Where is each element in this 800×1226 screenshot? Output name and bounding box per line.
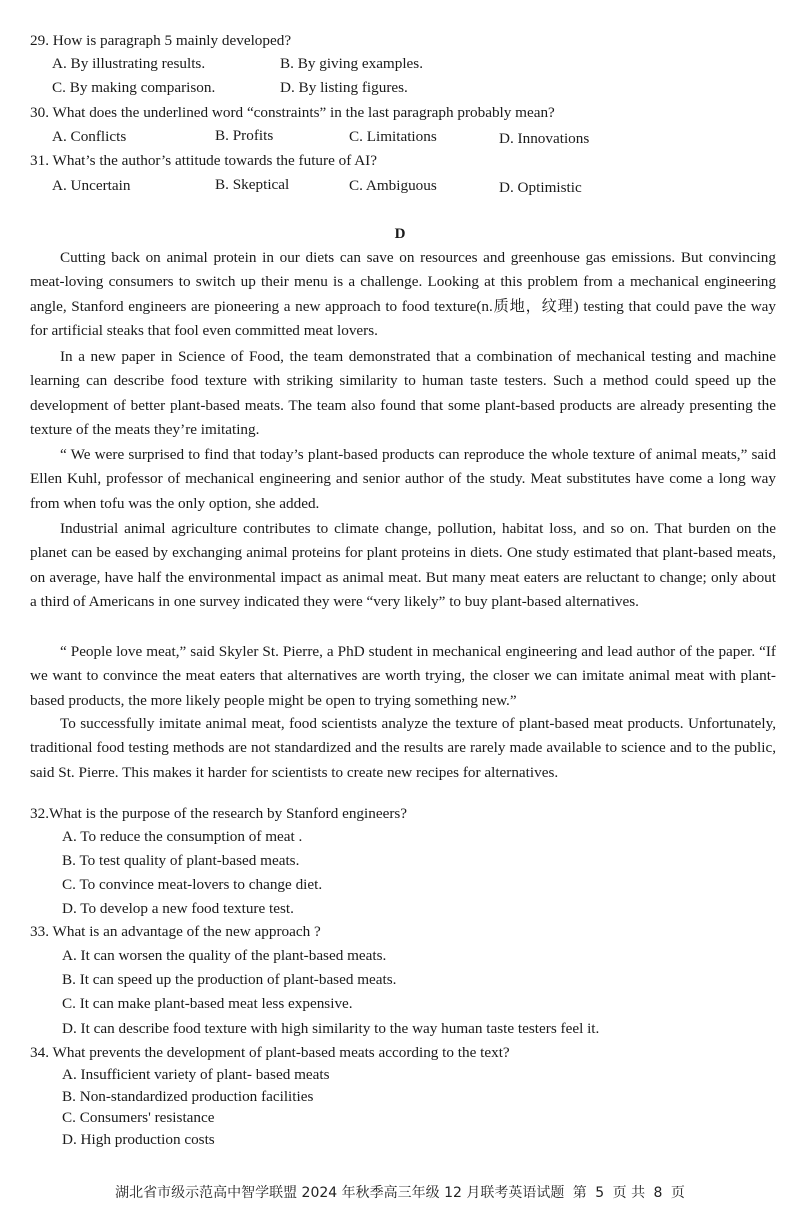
question-text: What prevents the development of plant-based meats according to the text? [52, 1044, 510, 1061]
question-number: 30. [30, 104, 49, 121]
passage-paragraph-2 [30, 345, 776, 443]
option-31-a: A. Uncertain [52, 177, 131, 194]
question-number: 31. [30, 152, 49, 169]
option-34-c: C. Consumers' resistance [62, 1109, 215, 1126]
page-footer [0, 1182, 800, 1202]
passage-paragraph-4 [30, 517, 776, 615]
question-text: What’s the author’s attitude towards the future of AI? [52, 152, 377, 169]
paragraph-text: In a new paper in Science of Food, the team demonstrated that a combination of mechanical testing and machine learning can describe food texture with striking similarity to human taste testers. Such a method could speed up the development of better plant-based meats. The team also found that some plant-based products are already presenting the texture of the meats they’re imitating. [30, 348, 776, 439]
paragraph-text: Cutting back on animal protein in our diets can save on resources and greenhouse gas emissions. But convincing meat-loving consumers to switch up their menu is a challenge. Looking at this problem from a mechanical engineering angle, Stanford engineers are pioneering a new approach to food texture(n.质地，纹理) testing that could pave the way for artificial steaks that fool even committed meat lovers. [30, 249, 776, 340]
question-29 [30, 33, 291, 48]
option-32-b: B. To test quality of plant-based meats. [62, 852, 300, 869]
page-total: 8 [653, 1185, 663, 1201]
option-34-d: D. High production costs [62, 1131, 215, 1148]
option-32-c: C. To convince meat-lovers to change diet. [62, 876, 323, 893]
passage-paragraph-5 [30, 640, 776, 713]
option-32-d: D. To develop a new food texture test. [62, 900, 294, 917]
question-34 [30, 1045, 510, 1060]
question-text: What is the purpose of the research by Stanford engineers? [48, 805, 408, 822]
option-31-d: D. Optimistic [499, 179, 582, 196]
option-33-d: D. It can describe food texture with high similarity to the way human taste testers feel it. [62, 1020, 600, 1037]
option-33-c: C. It can make plant-based meat less expensive. [62, 995, 353, 1012]
option-29-a: A. By illustrating results. [52, 55, 206, 72]
option-30-b: B. Profits [215, 127, 274, 144]
page-prefix: 第 [572, 1185, 587, 1201]
paragraph-text: “ We were surprised to find that today’s plant-based products can reproduce the whole texture of animal meats,” said Ellen Kuhl, professor of mechanical engineering and senior author of the study. Meat substitutes have come a long way from when tofu was the only option, she added. [30, 446, 776, 512]
option-32-a: A. To reduce the consumption of meat . [62, 828, 303, 845]
passage-paragraph-3 [30, 443, 776, 516]
option-30-c: C. Limitations [349, 128, 437, 145]
question-text: What is an advantage of the new approach ? [52, 923, 321, 940]
page-suffix: 页 [670, 1185, 685, 1201]
option-33-b: B. It can speed up the production of plant-based meats. [62, 971, 397, 988]
option-31-c: C. Ambiguous [349, 177, 437, 194]
question-31 [30, 153, 377, 168]
question-number: 32. [30, 805, 49, 822]
passage-paragraph-1 [30, 246, 776, 344]
question-number: 33. [30, 923, 49, 940]
option-33-a: A. It can worsen the quality of the plant-based meats. [62, 947, 387, 964]
question-number: 29. [30, 32, 49, 49]
question-text: What does the underlined word “constraints” in the last paragraph probably mean? [52, 104, 555, 121]
question-32 [30, 806, 407, 821]
exam-title: 湖北省市级示范高中智学联盟 2024 年秋季高三年级 12 月联考英语试题 [115, 1185, 565, 1201]
option-34-a: A. Insufficient variety of plant- based meats [62, 1066, 330, 1083]
question-30 [30, 105, 555, 120]
option-30-d: D. Innovations [499, 130, 590, 147]
option-29-b: B. By giving examples. [280, 55, 424, 72]
option-29-c: C. By making comparison. [52, 79, 216, 96]
paragraph-text: “ People love meat,” said Skyler St. Pierre, a PhD student in mechanical engineering and lead author of the paper. “If we want to convince the meat eaters that alternatives are worth trying, the closer we can imitate animal meat with plant-based products, the more likely people might be open to trying something new.” [30, 643, 776, 709]
page-number: 5 [595, 1185, 605, 1201]
question-text: How is paragraph 5 mainly developed? [52, 32, 292, 49]
option-34-b: B. Non-standardized production facilities [62, 1088, 314, 1105]
paragraph-text: To successfully imitate animal meat, food scientists analyze the texture of plant-based meat products. Unfortunately, traditional food testing methods are not standardized and the results are rarely made available to science and to the public, said St. Pierre. This makes it harder for scientists to create new recipes for alternatives. [30, 715, 776, 781]
option-29-d: D. By listing figures. [280, 79, 408, 96]
option-31-b: B. Skeptical [215, 176, 290, 193]
page-mid: 页 共 [612, 1185, 646, 1201]
passage-paragraph-6 [30, 712, 776, 785]
question-number: 34. [30, 1044, 49, 1061]
option-30-a: A. Conflicts [52, 128, 127, 145]
paragraph-text: Industrial animal agriculture contributes to climate change, pollution, habitat loss, and so on. That burden on the planet can be eased by exchanging animal proteins for plant proteins in diets. One study estimated that plant-based meats, on average, have half the environmental impact as animal meat. But many meat eaters are reluctant to change; only about a third of Americans in one survey indicated they were “very likely” to buy plant-based alternatives. [30, 520, 776, 611]
passage-heading: D [394, 226, 406, 242]
question-33 [30, 924, 321, 939]
